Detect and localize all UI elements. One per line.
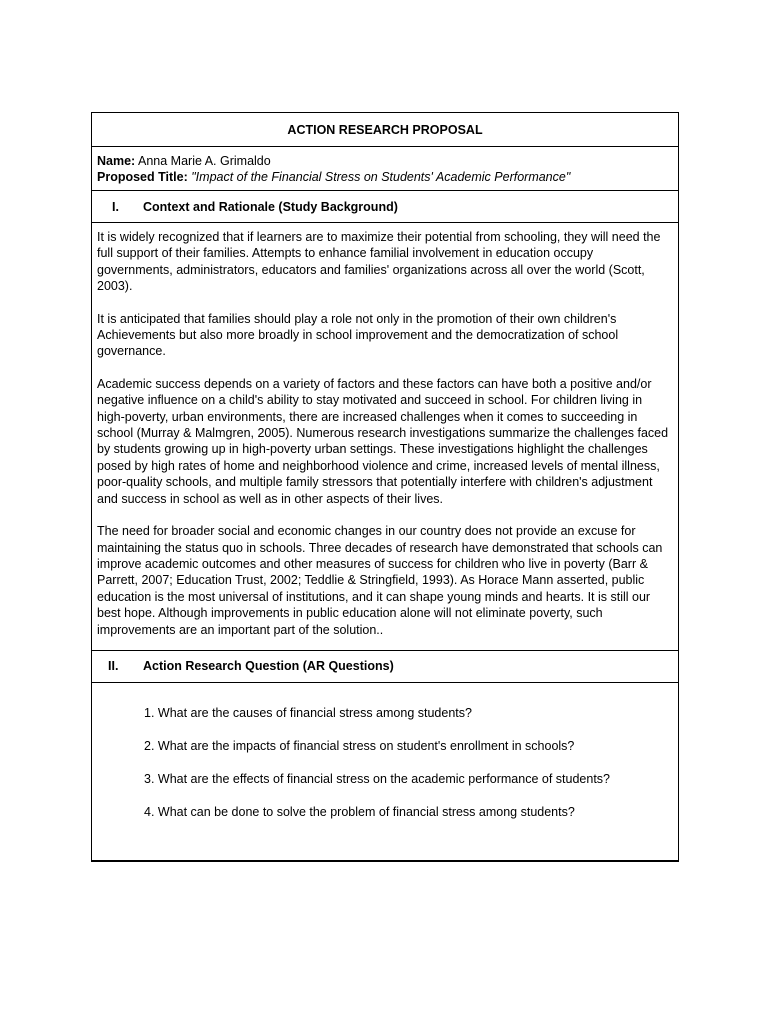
- name-line: [97, 153, 678, 169]
- section-2-heading: [92, 651, 678, 683]
- proposal-info: [92, 147, 678, 191]
- section-2-body: [92, 683, 678, 860]
- research-question: 2. What are the impacts of financial stress on student's enrollment in schools?: [144, 738, 575, 753]
- document-title: ACTION RESEARCH PROPOSAL: [92, 113, 678, 147]
- proposed-title-line: [97, 169, 678, 185]
- section-1-heading: [92, 191, 678, 223]
- paragraph: Academic success depends on a variety of factors and these factors can have both a positive and/or negative influence on a child's ability to stay motivated and succeed in school. For children living in high-poverty, urban environments, there are increased challenges when it comes to succeeding in school (Murray & Malmgren, 2005). Numerous research investigations summarize the challenges faced by students growing up in high-poverty urban settings. These investigations highlight the challenges posed by high rates of home and neighborhood violence and crime, increased levels of mental illness, poor-quality schools, and multiple family stressors that potentially interfere with children's adjustment and success in school as well as in other aspects of their lives.: [97, 376, 669, 506]
- research-question: 4. What can be done to solve the problem of financial stress among students?: [144, 804, 575, 819]
- section-1-title: Context and Rationale (Study Background): [143, 199, 398, 214]
- proposal-table: [91, 112, 679, 862]
- section-1-body: [92, 223, 678, 651]
- section-2-number: II.: [108, 659, 119, 674]
- proposed-title-label: Proposed Title:: [97, 170, 188, 184]
- name-value: Anna Marie A. Grimaldo: [138, 154, 271, 168]
- research-question: 3. What are the effects of financial stress on the academic performance of students?: [144, 771, 610, 786]
- research-question: 1. What are the causes of financial stress among students?: [144, 705, 472, 720]
- section-1-number: I.: [112, 199, 119, 214]
- paragraph: It is widely recognized that if learners are to maximize their potential from schooling, they will need the full support of their families. Attempts to enhance familial involvement in education occupy governments, administrators, educators and families' organizations across all over the world (Scott, 2003).: [97, 230, 661, 294]
- paragraph: It is anticipated that families should play a role not only in the promotion of their own children's Achievements but also more broadly in school improvement and the democratization of school governance.: [97, 311, 619, 359]
- section-2-title: Action Research Question (AR Questions): [143, 659, 394, 674]
- paragraph: The need for broader social and economic changes in our country does not provide an excuse for maintaining the status quo in schools. Three decades of research have demonstrated that schools can improve academic outcomes and other measures of success for children who live in poverty (Barr & Parrett, 2007; Education Trust, 2002; Teddlie & Stringfield, 1993). As Horace Mann asserted, public education is the most universal of institutions, and it can shape young minds and hearts. It is still our best hope. Although improvements in public education alone will not eliminate poverty, such improvements are an important part of the solution..: [97, 524, 663, 637]
- proposed-title-value: "Impact of the Financial Stress on Students' Academic Performance": [191, 170, 571, 184]
- name-label: Name:: [97, 154, 136, 168]
